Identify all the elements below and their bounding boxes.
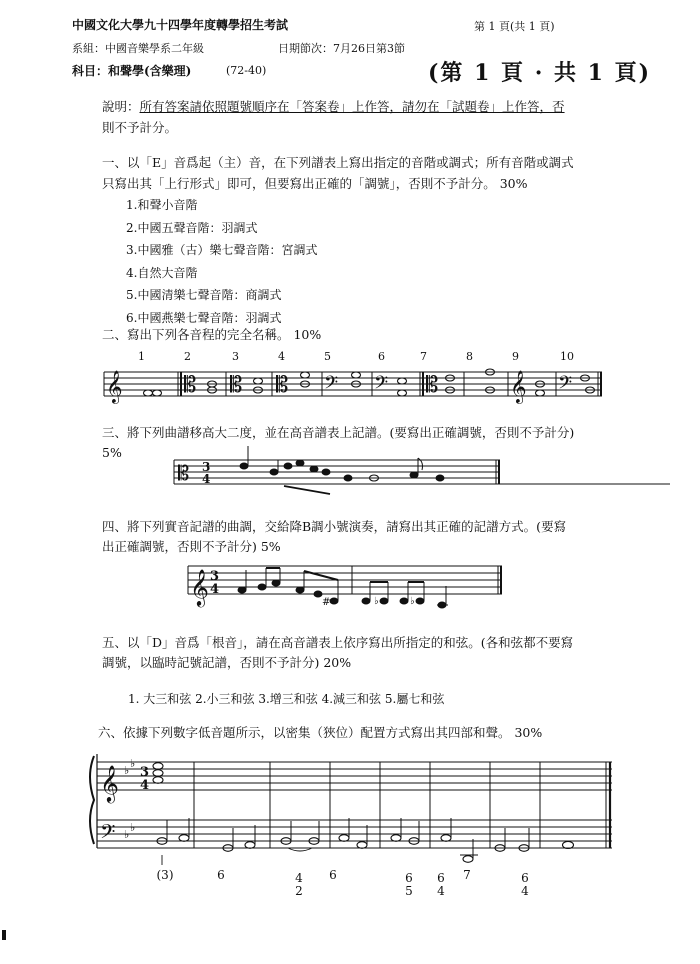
alto-clef-icon: 𝄡 [230, 373, 243, 398]
figure: 7 [463, 868, 471, 882]
treble-clef-icon: 𝄞 [100, 764, 119, 802]
alto-clef-icon: 𝄡 [426, 373, 439, 398]
interval-number: 9 [512, 350, 519, 363]
q6-text: 六、依據下列數字低音題所示，以密集（狹位）配置方式寫出其四部和聲。 30% [98, 725, 543, 740]
figure: (3) [156, 868, 174, 882]
svg-text:4: 4 [202, 472, 211, 486]
instructions-text-a: 所有答案請依照題號順序在「答案卷」上作答， [139, 99, 403, 114]
time-signature-bottom: 4 [210, 582, 220, 597]
interval-number: 2 [184, 350, 191, 363]
svg-text:♭: ♭ [124, 764, 130, 777]
svg-text:3: 3 [202, 460, 211, 474]
subject-code: (72-40) [226, 64, 267, 77]
instructions-line2: 則不予計分。 [102, 120, 178, 135]
q4-line2: 出正確調號，否則不予計分) 5% [102, 539, 281, 554]
q3-line2: 5% [102, 445, 122, 460]
interval-number: 8 [466, 350, 473, 363]
instructions-label: 說明： [102, 99, 140, 114]
tenor-clef-icon: 𝄡 [276, 373, 289, 398]
tenor-clef-icon: 𝄡 [178, 461, 190, 485]
q2-text: 二、寫出下列各音程的完全名稱。 10% [102, 327, 322, 342]
treble-clef-icon: 𝄞 [106, 370, 123, 403]
treble-clef-icon: 𝄞 [190, 568, 209, 606]
bass-clef-icon: 𝄢 [558, 373, 573, 398]
svg-text:♭: ♭ [130, 757, 136, 770]
page-indicator-small: 第 1 頁(共 1 頁) [474, 20, 555, 33]
svg-text:#: # [322, 597, 331, 608]
interval-number: 6 [378, 350, 385, 363]
bass-clef-icon: 𝄢 [374, 373, 389, 398]
interval-number: 4 [278, 350, 285, 363]
figure: 6 5 [405, 871, 413, 898]
q1-item: 1.和聲小音階 [126, 198, 198, 212]
interval-number: 5 [324, 350, 331, 363]
time-signature-top: 3 [140, 765, 150, 780]
page-indicator-big: (第 1 頁 · 共 1 頁) [428, 60, 652, 86]
q3-line1: 三、將下列曲譜移高大二度，並在高音譜表上記譜。(要寫出正確調號，否則不予計分) [102, 425, 575, 440]
interval-number: 3 [232, 350, 239, 363]
subject-label: 科目：和聲學(含樂理) [72, 64, 192, 78]
q1-line2: 只寫出其「上行形式」即可，但要寫出正確的「調號」，否則不予計分。 30% [102, 176, 528, 191]
scan-mark [2, 930, 6, 940]
alto-clef-icon: 𝄡 [184, 373, 197, 398]
time-signature-top: 3 [210, 569, 220, 584]
q1-item: 2.中國五聲音階：羽調式 [126, 220, 258, 235]
interval-number: 7 [420, 350, 427, 363]
q5-line2: 調號，以臨時記號記譜，否則不予計分) 20% [102, 655, 352, 670]
interval-number: 1 [138, 350, 145, 363]
department-label: 系組：中國音樂學系二年級 [72, 42, 204, 55]
svg-text:♭: ♭ [130, 821, 136, 834]
q1-item: 5.中國清樂七聲音階：商調式 [126, 288, 282, 303]
figure: 6 4 [521, 871, 529, 898]
treble-clef-icon: 𝄞 [510, 370, 527, 403]
q4-line1: 四、將下列實音記譜的曲調，交給降B調小號演奏，請寫出其正確的記譜方式。(要寫 [102, 519, 567, 534]
q1-item: 6.中國燕樂七聲音階：羽調式 [126, 310, 282, 325]
time-signature-bottom: 4 [140, 778, 150, 793]
figure: 6 [329, 868, 337, 882]
svg-text:♭: ♭ [374, 596, 379, 607]
bass-clef-icon: 𝄢 [324, 373, 339, 398]
figure: 6 4 [437, 871, 445, 898]
instructions-text-b: 請勿在「試題卷」上作答，否 [402, 99, 565, 114]
figure: 4 2 [295, 871, 303, 898]
date-session-label: 日期節次：7月26日第3節 [278, 42, 405, 55]
interval-number: 10 [560, 350, 574, 363]
q1-line1: 一、以「E」音爲起（主）音，在下列譜表上寫出指定的音階或調式；所有音階或調式 [102, 155, 574, 170]
svg-text:♭: ♭ [124, 828, 130, 841]
q1-item: 3.中國雅（古）樂七聲音階：宮調式 [126, 243, 318, 258]
q5-chord-list: 1. 大三和弦 2.小三和弦 3.增三和弦 4.減三和弦 5.屬七和弦 [128, 692, 445, 706]
svg-text:♭: ♭ [410, 596, 415, 607]
q1-item: 4.自然大音階 [126, 265, 198, 280]
figure: 6 [217, 868, 225, 882]
q5-line1: 五、以「D」音爲「根音」，請在高音譜表上依序寫出所指定的和弦。(各和弦都不要寫 [102, 635, 574, 650]
bass-clef-icon: 𝄢 [100, 820, 116, 848]
exam-title: 中國文化大學九十四學年度轉學招生考試 [72, 18, 289, 32]
